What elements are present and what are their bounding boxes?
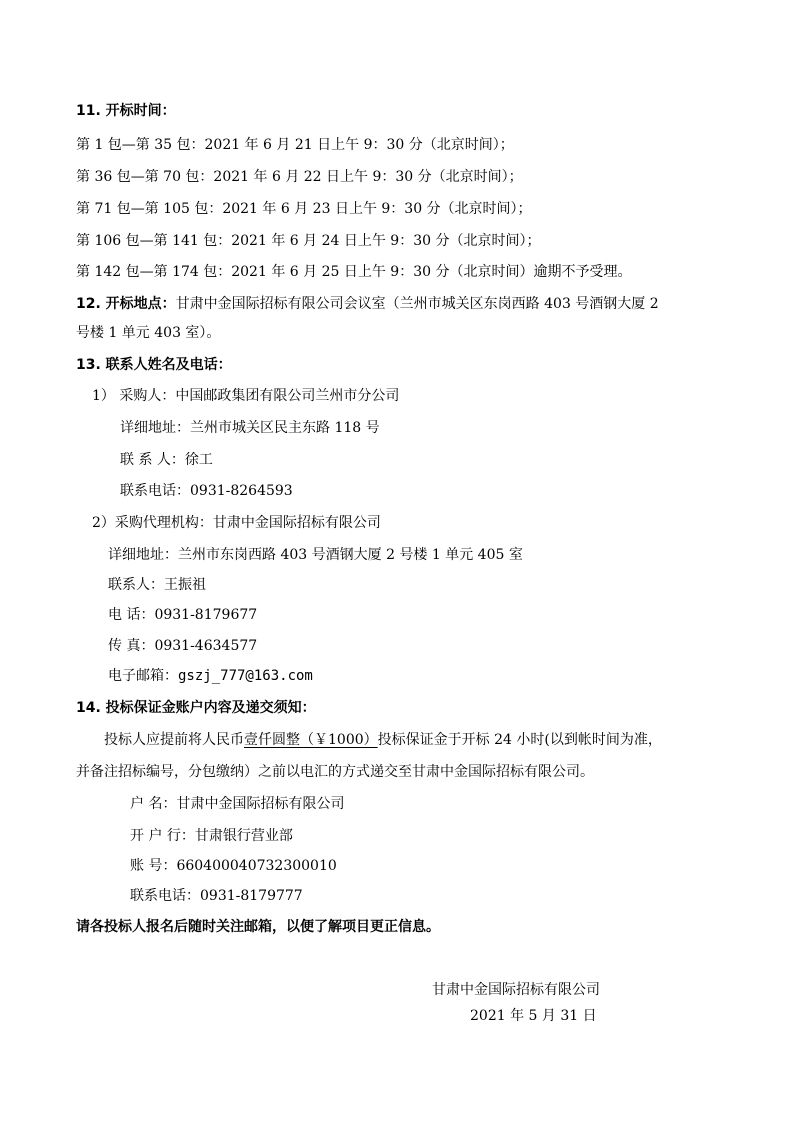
signature-company: 甘肃中金国际招标有限公司 [432,982,600,998]
email-link[interactable]: gszj_777@163.com [178,668,313,684]
schedule-row: 第 71 包—第 105 包：2021 年 6 月 23 日上午 9：30 分（北京时间）； [76,201,532,217]
notice-text: 请各投标人报名后随时关注邮箱，以便了解项目更正信息。 [76,919,440,935]
section-13-heading: 13. 联系人姓名及电话： [76,357,232,373]
deposit-text: 投标人应提前将人民币 [104,732,244,748]
agency-email-row [108,666,313,686]
signature-date: 2021 年 5 月 31 日 [470,1008,597,1024]
section-11-heading: 11. 开标时间： [76,103,176,119]
account-phone: 联系电话：0931-8179777 [130,888,303,904]
account-name: 户 名：甘肃中金国际招标有限公司 [130,796,345,812]
deposit-amount: 壹仟圆整（￥1000） [244,732,378,748]
buyer-title: 1） 采购人：中国邮政集团有限公司兰州市分公司 [92,388,400,404]
section-14-heading: 14. 投标保证金账户内容及递交须知： [76,700,316,716]
agency-address: 详细地址：兰州市东岗西路 403 号酒钢大厦 2 号楼 1 单元 405 室 [108,547,523,563]
section-12-line-1 [76,294,659,314]
agency-phone: 电 话：0931-8179677 [108,607,258,623]
agency-fax: 传 真：0931-4634577 [108,638,258,654]
schedule-row: 第 1 包—第 35 包：2021 年 6 月 21 日上午 9：30 分（北京时间）； [76,137,514,153]
buyer-address: 详细地址：兰州市城关区民主东路 118 号 [120,420,380,436]
schedule-row: 第 142 包—第 174 包：2021 年 6 月 25 日上午 9：30 分（北京时间）逾期不予受理。 [76,264,632,280]
bank-name: 开 户 行：甘肃银行营业部 [130,828,293,844]
buyer-contact: 联 系 人：徐工 [120,452,213,468]
venue-text-cont: 号楼 1 单元 403 室）。 [76,325,221,341]
email-label: 电子邮箱： [108,668,178,684]
agency-title: 2）采购代理机构：甘肃中金国际招标有限公司 [92,515,381,531]
venue-text: 甘肃中金国际招标有限公司会议室（兰州市城关区东岗西路 403 号酒钢大厦 2 [175,296,659,312]
account-number: 账 号：660400040732300010 [130,858,337,874]
section-12-heading: 12. 开标地点： [76,296,176,312]
schedule-row: 第 36 包—第 70 包：2021 年 6 月 22 日上午 9：30 分（北京时间）； [76,169,523,185]
deposit-text-cont: 投标保证金于开标 24 小时(以到帐时间为准， [377,732,662,748]
deposit-paragraph [104,730,662,750]
deposit-paragraph-line-2: 并备注招标编号，分包缴纳）之前以电汇的方式递交至甘肃中金国际招标有限公司。 [76,764,594,780]
schedule-row: 第 106 包—第 141 包：2021 年 6 月 24 日上午 9：30 分（北京时间）； [76,233,541,249]
agency-contact: 联系人：王振祖 [108,577,206,593]
buyer-phone: 联系电话：0931-8264593 [120,483,293,499]
